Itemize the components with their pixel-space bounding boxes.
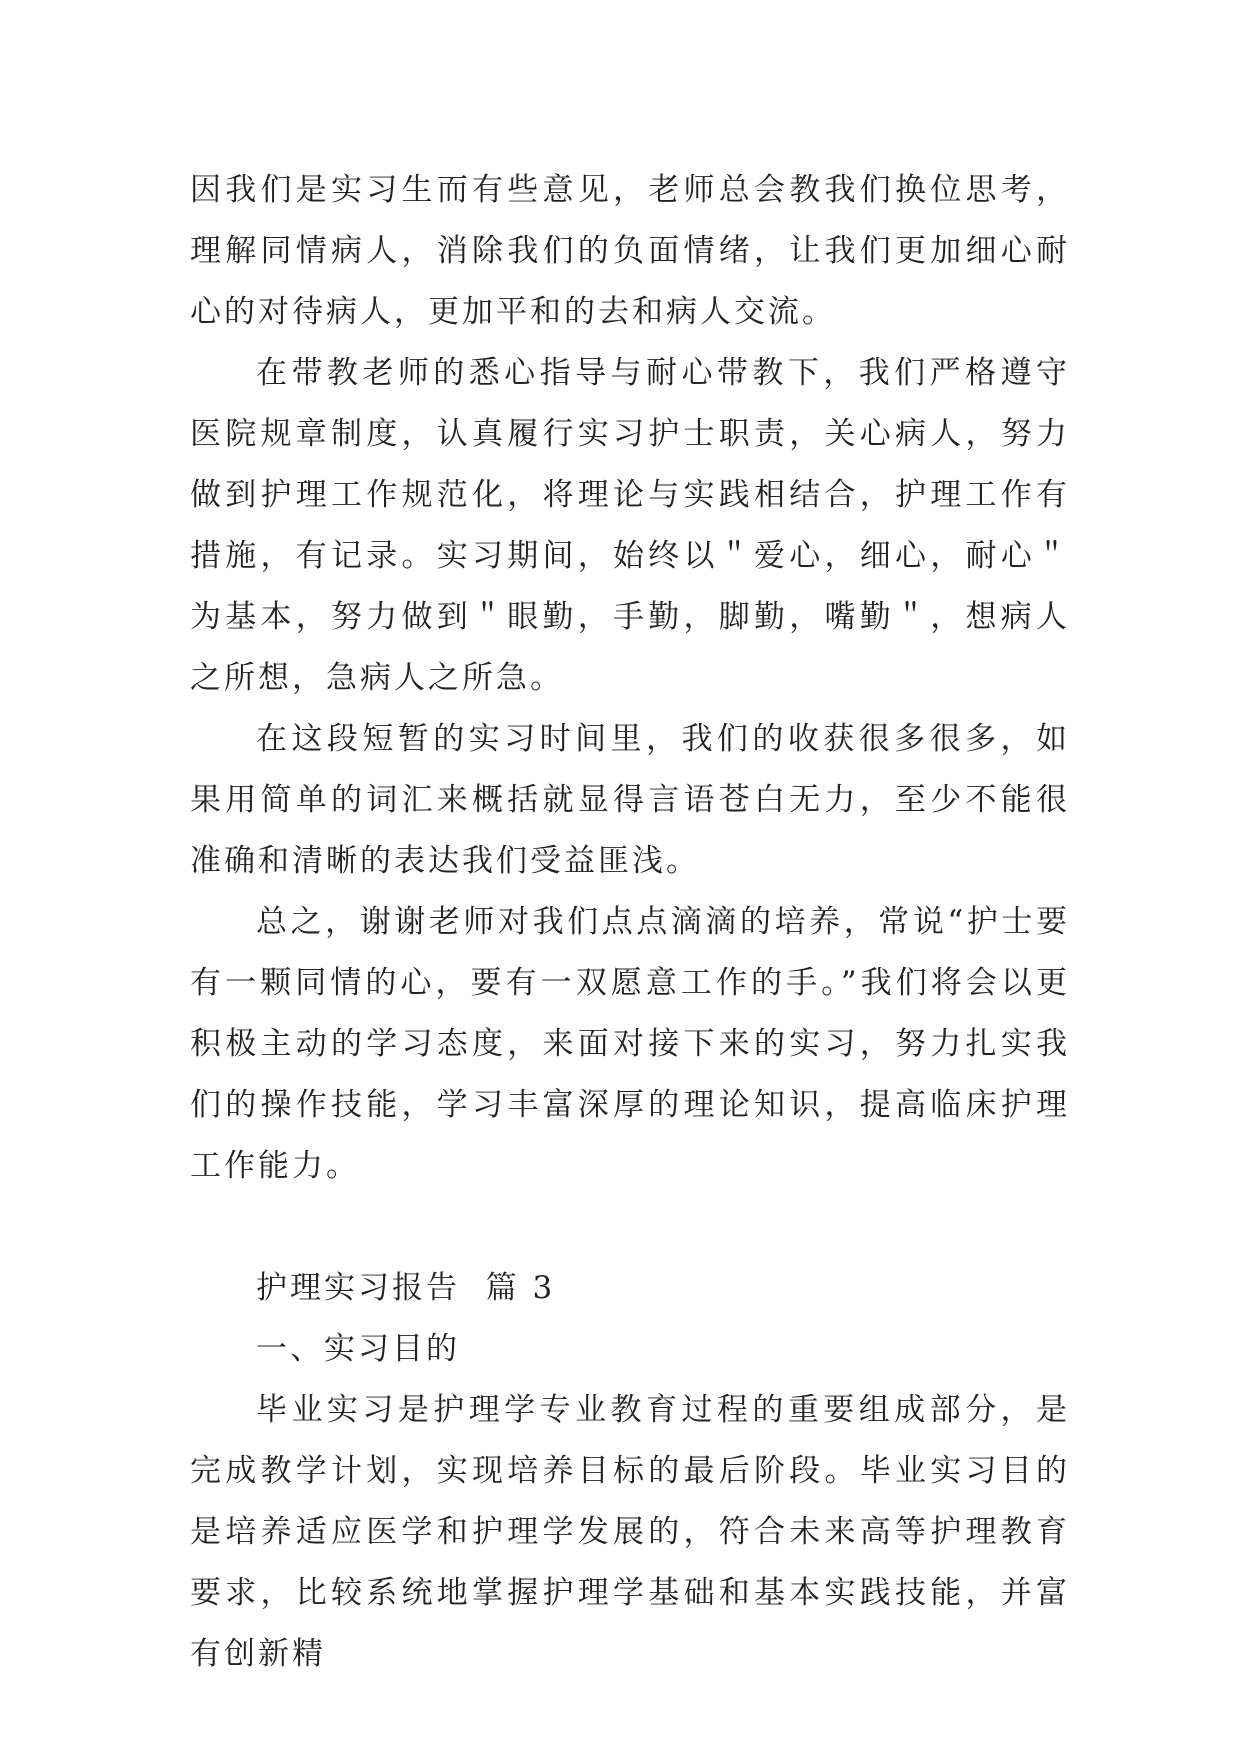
section-spacer <box>190 1197 1070 1258</box>
document-body <box>190 160 1070 1685</box>
paragraph-teaching-guidance: 在带教老师的悉心指导与耐心带教下，我们严格遵守医院规章制度，认真履行实习护士职责，关心病人，努力做到护理工作规范化，将理论与实践相结合，护理工作有措施，有记录。实习期间，始终以＂爱心，细心，耐心＂为基本，努力做到＂眼勤，手勤，脚勤，嘴勤＂，想病人之所想，急病人之所急。 <box>190 355 1070 696</box>
subsection-title: 一、实习目的 <box>256 1331 460 1367</box>
paragraph-gains: 在这段短暂的实习时间里，我们的收获很多很多，如果用简单的词汇来概括就显得言语苍白无力，至少不能很准确和清晰的表达我们受益匪浅。 <box>190 721 1070 879</box>
paragraph-conclusion: 总之，谢谢老师对我们点点滴滴的培养，常说“护士要有一颗同情的心，要有一双愿意工作的手。”我们将会以更积极主动的学习态度，来面对接下来的实习，努力扎实我们的操作技能，学习丰富深厚的理论知识，提高临床护理工作能力。 <box>190 904 1070 1184</box>
paragraph-continued: 因我们是实习生而有些意见，老师总会教我们换位思考，理解同情病人，消除我们的负面情绪，让我们更加细心耐心的对待病人，更加平和的去和病人交流。 <box>190 172 1070 330</box>
paragraph-internship-purpose: 毕业实习是护理学专业教育过程的重要组成部分，是完成教学计划，实现培养目标的最后阶段。毕业实习目的是培养适应医学和护理学发展的，符合未来高等护理教育要求，比较系统地掌握护理学基础和基本实践技能，并富有创新精 <box>190 1392 1070 1672</box>
section-title: 护理实习报告 篇 3 <box>256 1270 556 1306</box>
